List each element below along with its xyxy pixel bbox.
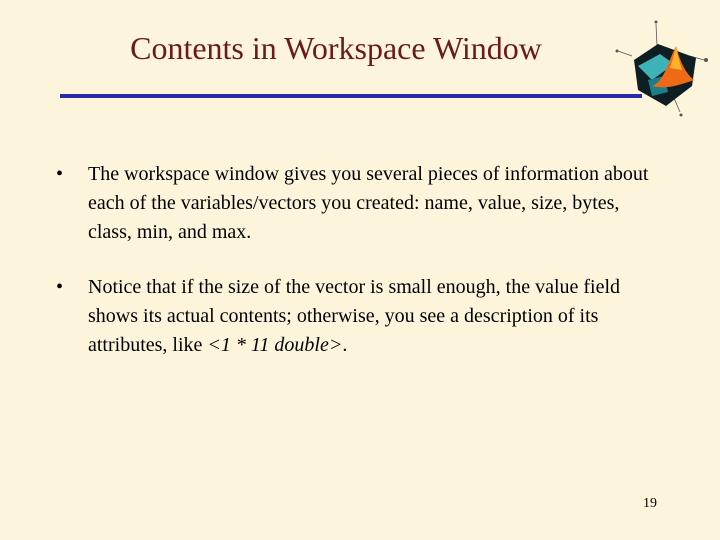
bullet-item <box>56 273 666 360</box>
slide-title: Contents in Workspace Window <box>130 30 542 66</box>
title-underline <box>60 94 642 98</box>
matlab-membrane-logo-icon <box>612 16 712 122</box>
bullet-list <box>56 160 666 386</box>
bullet-glyph: • <box>56 276 64 298</box>
bullet-text-part: Notice that if the size of the vector is small enough, the value field shows its actual contents; otherwise, you see a description of its attributes, like <box>88 276 621 356</box>
bullet-item <box>56 160 666 247</box>
page-number: 19 <box>643 496 657 511</box>
bullet-text: The workspace window gives you several pieces of information about each of the variables/vectors you created: name, value, size, bytes, class, min, and max. <box>88 163 649 243</box>
bullet-emphasis: <1 * 11 double> <box>207 334 343 356</box>
bullet-text-part: . <box>342 334 348 356</box>
bullet-glyph: • <box>56 163 64 185</box>
bullet-text <box>88 276 620 356</box>
